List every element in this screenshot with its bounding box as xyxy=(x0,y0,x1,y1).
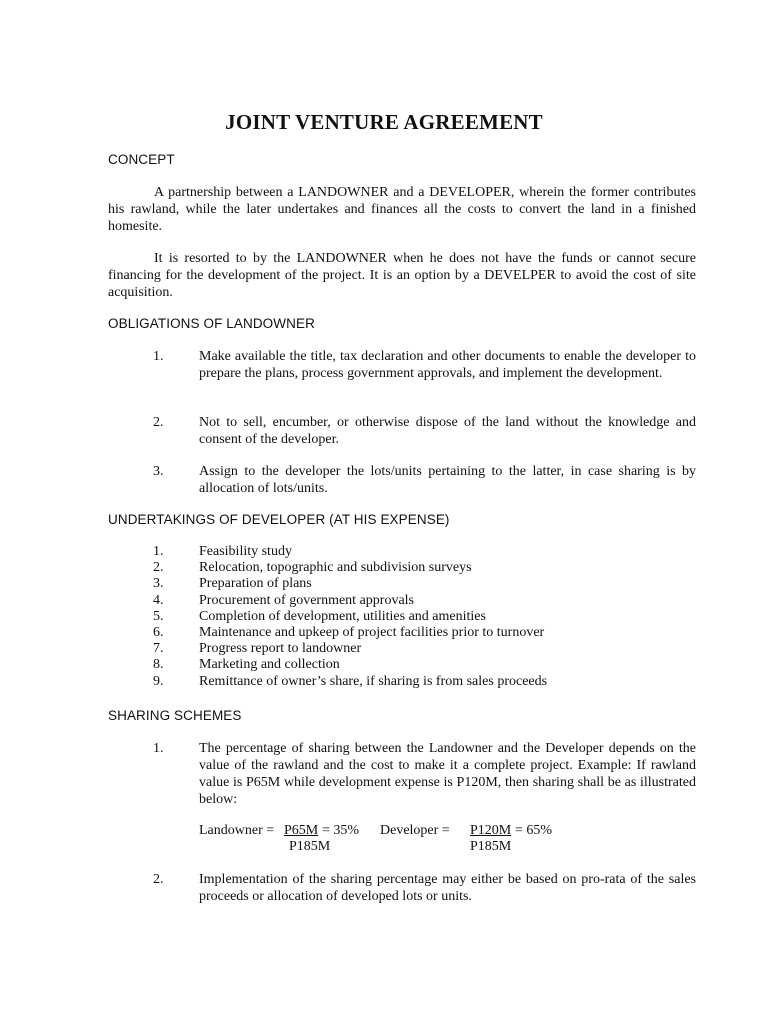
list-item-number: 5. xyxy=(153,608,164,624)
list-item-text: Maintenance and upkeep of project facilities prior to turnover xyxy=(199,625,545,640)
formula-landowner-label: Landowner = xyxy=(199,823,275,838)
obligation-text-2: Not to sell, encumber, or otherwise dispose of the land without the knowledge and consent of the developer. xyxy=(199,415,696,447)
obligation-number-3: 3. xyxy=(153,464,164,479)
section-heading-sharing: SHARING SCHEMES xyxy=(108,708,242,723)
concept-paragraph-2: It is resorted to by the LANDOWNER when he does not have the funds or cannot secure financing for the development of the project. It is an option by a DEVELPER to avoid the cost of site acquisition. xyxy=(108,251,696,300)
obligation-text-1: Make available the title, tax declaration and other documents to enable the developer to prepare the plans, process government approvals, and implement the development. xyxy=(199,349,696,381)
formula-landowner-percent: = 35% xyxy=(322,823,360,838)
list-item-text: Relocation, topographic and subdivision surveys xyxy=(199,560,472,576)
list-item-text: Feasibility study xyxy=(199,544,292,559)
list-item-number: 4. xyxy=(153,592,164,608)
list-item-number: 1. xyxy=(153,544,164,559)
list-item-number: 6. xyxy=(153,625,164,640)
list-item-number: 2. xyxy=(153,560,164,576)
list-item-text: Completion of development, utilities and amenities xyxy=(199,608,486,624)
document-title: JOINT VENTURE AGREEMENT xyxy=(225,110,543,134)
section-heading-concept: CONCEPT xyxy=(108,152,175,167)
list-item-number: 7. xyxy=(153,641,164,657)
list-item-text: Procurement of government approvals xyxy=(199,592,414,608)
list-item-text: Remittance of owner’s share, if sharing is from sales proceeds xyxy=(199,673,548,689)
sharing-number-2: 2. xyxy=(153,872,164,887)
sharing-text-1: The percentage of sharing between the Landowner and the Developer depends on the value of the rawland and the cost to make it a complete project. Example: If rawland value is P65M while development expense is P120M, then sharing shall be as illustrated below: xyxy=(199,741,696,807)
formula-developer-label: Developer = xyxy=(380,823,450,838)
sharing-number-1: 1. xyxy=(153,741,164,756)
formula-landowner-numerator: P65M xyxy=(284,823,319,838)
concept-paragraph-1: A partnership between a LANDOWNER and a DEVELOPER, wherein the former contributes his rawland, while the later undertakes and finances all the costs to convert the land in a finished homesite. xyxy=(108,185,696,234)
obligation-number-2: 2. xyxy=(153,415,164,430)
list-item-text: Preparation of plans xyxy=(199,576,312,592)
formula-developer-percent: = 65% xyxy=(515,823,553,838)
list-item-number: 3. xyxy=(153,576,164,592)
formula-developer-denominator: P185M xyxy=(470,839,512,854)
list-item-text: Marketing and collection xyxy=(199,657,340,673)
formula-developer-numerator: P120M xyxy=(470,823,512,838)
obligation-text-3: Assign to the developer the lots/units pertaining to the latter, in case sharing is by allocation of lots/units. xyxy=(199,464,696,496)
list-item-number: 8. xyxy=(153,657,164,673)
section-heading-obligations: OBLIGATIONS OF LANDOWNER xyxy=(108,316,315,331)
list-item-number: 9. xyxy=(153,673,164,689)
obligation-number-1: 1. xyxy=(153,349,164,364)
section-heading-undertakings: UNDERTAKINGS OF DEVELOPER (AT HIS EXPENSE) xyxy=(108,512,450,527)
formula-landowner-denominator: P185M xyxy=(289,839,331,854)
sharing-text-2: Implementation of the sharing percentage may either be based on pro-rata of the sales proceeds or allocation of developed lots or units. xyxy=(199,872,696,904)
list-item-text: Progress report to landowner xyxy=(199,641,362,657)
